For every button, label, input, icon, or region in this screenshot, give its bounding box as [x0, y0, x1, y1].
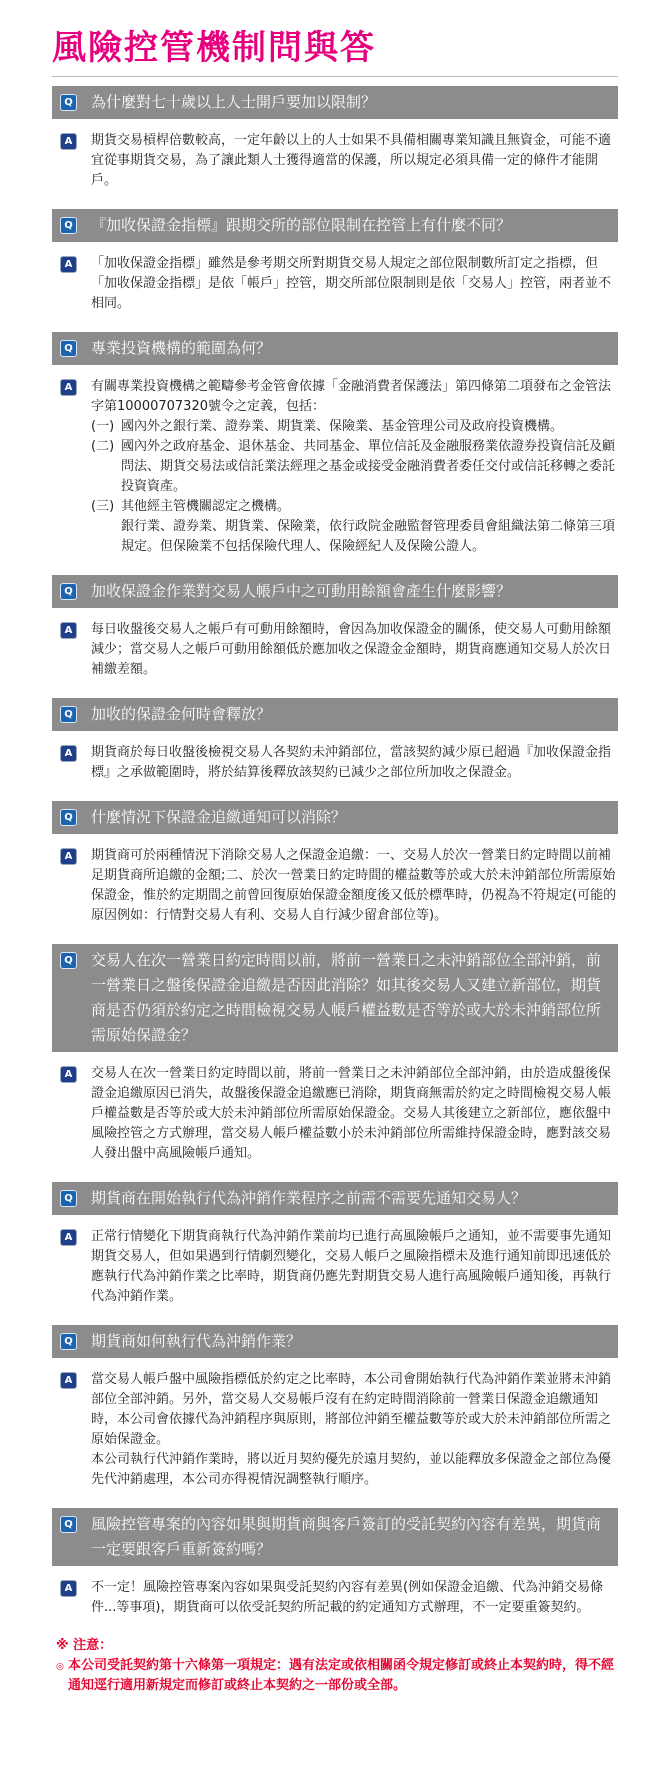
answer-row: [52, 1578, 618, 1618]
answer-body: [91, 377, 618, 557]
question-icon: Q: [60, 583, 77, 600]
question-icon: Q: [60, 217, 77, 234]
answer-icon: A: [60, 745, 77, 762]
page-title: 風險控管機制問與答: [52, 28, 376, 68]
answer-body: [91, 743, 618, 783]
question-text: 加收的保證金何時會釋放？: [91, 705, 272, 723]
question-text: 期貨商如何執行代為沖銷作業？: [91, 1332, 302, 1350]
answer-icon: A: [60, 1580, 77, 1597]
answer-list-item: [91, 437, 618, 497]
answer-row: [52, 1227, 618, 1307]
list-text: 其他經主管機關認定之機構。: [121, 499, 291, 514]
qa-item: [52, 1182, 618, 1307]
question-bar: [52, 801, 618, 834]
answer-list-item: [91, 517, 618, 557]
question-bar: [52, 698, 618, 731]
qa-item: [52, 332, 618, 557]
list-number: [91, 517, 121, 557]
question-icon: Q: [60, 952, 77, 969]
question-icon: Q: [60, 809, 77, 826]
qa-item: [52, 86, 618, 191]
title-divider: [52, 76, 618, 77]
answer-body: [91, 254, 618, 314]
answer-icon: A: [60, 1229, 77, 1246]
question-text: 風險控管專案的內容如果與期貨商與客戶簽訂的受託契約內容有差異，期貨商一定要跟客戶重新簽約嗎？: [91, 1515, 602, 1558]
question-text: 什麼情況下保證金追繳通知可以消除？: [91, 808, 347, 826]
list-number: (三): [91, 499, 115, 514]
notice-heading: ※ 注意：: [56, 1638, 113, 1653]
question-bar: [52, 1182, 618, 1215]
answer-body: [91, 1370, 618, 1490]
answer-body: [91, 1227, 618, 1307]
qa-item: [52, 801, 618, 926]
answer-paragraph: 期貨商可於兩種情況下消除交易人之保證金追繳：一、交易人於次一營業日約定時間以前補足期貨商所追繳的金額;二、於次一營業日約定時間的權益數等於或大於未沖銷部位所需原始保證金，惟於約定期間之前曾回復原始保證金額度後又低於標準時，仍視為不符規定(可能的原因例如：行情對交易人有利、交易人自行減少留倉部位等)。: [91, 848, 617, 923]
answer-icon: A: [60, 256, 77, 273]
question-icon: Q: [60, 340, 77, 357]
question-icon: Q: [60, 706, 77, 723]
question-text: 專業投資機構的範圍為何？: [91, 339, 272, 357]
answer-paragraph: 期貨商於每日收盤後檢視交易人各契約未沖銷部位，當該契約減少原已超過『加收保證金指標』之承做範圍時，將於結算後釋放該契約已減少之部位所加收之保證金。: [91, 745, 612, 780]
answer-paragraph: 正常行情變化下期貨商執行代為沖銷作業前均已進行高風險帳戶之通知，並不需要事先通知期貨交易人，但如果遇到行情劇烈變化，交易人帳戶之風險指標未及進行通知前即迅速低於應執行代為沖銷作業之比率時，期貨商仍應先對期貨交易人進行高風險帳戶通知後，再執行代為沖銷作業。: [91, 1229, 612, 1304]
question-icon: Q: [60, 1190, 77, 1207]
answer-icon: A: [60, 848, 77, 865]
question-bar: [52, 209, 618, 242]
answer-icon: A: [60, 1372, 77, 1389]
answer-row: [52, 620, 618, 680]
answer-body: [91, 846, 618, 926]
answer-icon: A: [60, 622, 77, 639]
list-number: (二): [91, 439, 115, 454]
answer-row: [52, 846, 618, 926]
answer-row: [52, 131, 618, 191]
answer-row: [52, 1370, 618, 1490]
answer-paragraph: 期貨交易槓桿倍數較高，一定年齡以上的人士如果不具備相關專業知識且無資金，可能不適宜從事期貨交易，為了讓此類人士獲得適當的保護，所以規定必須具備一定的條件才能開戶。: [91, 133, 612, 188]
question-text: 加收保證金作業對交易人帳戶中之可動用餘額會產生什麼影響？: [91, 582, 512, 600]
qa-item: [52, 209, 618, 314]
answer-paragraph: 當交易人帳戶盤中風險指標低於約定之比率時，本公司會開始執行代為沖銷作業並將未沖銷部位全部沖銷。另外，當交易人交易帳戶沒有在約定時間消除前一營業日保證金追繳通知時，本公司會依據代為沖銷程序與原則，將部位沖銷至權益數等於或大於未沖銷部位所需之原始保證金。: [91, 1372, 612, 1447]
answer-row: [52, 1064, 618, 1164]
answer-icon: A: [60, 133, 77, 150]
answer-body: [91, 1064, 618, 1164]
answer-body: [91, 620, 618, 680]
answer-body: [91, 1578, 618, 1618]
question-icon: Q: [60, 1333, 77, 1350]
question-bar: [52, 944, 618, 1052]
question-bar: [52, 1508, 618, 1566]
answer-list-item: [91, 417, 618, 437]
answer-paragraph: 本公司執行代沖銷作業時，將以近月契約優先於遠月契約，並以能釋放多保證金之部位為優先代沖銷處理，本公司亦得視情況調整執行順序。: [91, 1452, 612, 1487]
answer-paragraph: 不一定！風險控管專案內容如果與受託契約內容有差異(例如保證金追繳、代為沖銷交易條件...等事項)，期貨商可以依受託契約所記載的約定通知方式辦理，不一定要重簽契約。: [91, 1580, 604, 1615]
answer-icon: A: [60, 379, 77, 396]
answer-paragraph: 有關專業投資機構之範疇參考金管會依據「金融消費者保護法」第四條第二項發布之金管法字第10000707320號令之定義，包括：: [91, 379, 612, 414]
qa-item: [52, 1508, 618, 1618]
qa-item: [52, 575, 618, 680]
answer-row: [52, 254, 618, 314]
qa-item: [52, 698, 618, 783]
question-text: 『加收保證金指標』跟期交所的部位限制在控管上有什麼不同？: [91, 216, 512, 234]
list-text: 國內外之政府基金、退休基金、共同基金、單位信託及金融服務業依證券投資信託及顧問法、期貨交易法或信託業法經理之基金或接受金融消費者委任交付或信託移轉之委託投資資產。: [121, 439, 616, 494]
answer-icon: A: [60, 1066, 77, 1083]
notice-text: 本公司受託契約第十六條第一項規定：遇有法定或依相關函令規定修訂或終止本契約時，得不經通知逕行適用新規定而修訂或終止本契約之一部份或全部。: [68, 1658, 615, 1693]
qa-item: [52, 1325, 618, 1490]
answer-paragraph: 每日收盤後交易人之帳戶有可動用餘額時，會因為加收保證金的關係，使交易人可動用餘額減少；當交易人之帳戶可動用餘額低於應加收之保證金金額時，期貨商應通知交易人於次日補繳差額。: [91, 622, 612, 677]
answer-paragraph: 「加收保證金指標」雖然是參考期交所對期貨交易人規定之部位限制數所訂定之指標，但「加收保證金指標」是依「帳戶」控管，期交所部位限制則是依「交易人」控管，兩者並不相同。: [91, 256, 612, 311]
bullet-icon: ◎: [56, 1662, 64, 1672]
answer-row: [52, 743, 618, 783]
list-text: 國內外之銀行業、證券業、期貨業、保險業、基金管理公司及政府投資機構。: [121, 419, 564, 434]
list-text: 銀行業、證券業、期貨業、保險業，依行政院金融監督管理委員會組織法第二條第三項規定。但保險業不包括保險代理人、保險經紀人及保險公證人。: [121, 519, 616, 554]
notice-item: [56, 1656, 618, 1696]
answer-body: [91, 131, 618, 191]
question-text: 期貨商在開始執行代為沖銷作業程序之前需不需要先通知交易人？: [91, 1189, 527, 1207]
qa-list: [52, 86, 618, 1618]
qa-item: [52, 944, 618, 1164]
question-icon: Q: [60, 94, 77, 111]
question-bar: [52, 575, 618, 608]
question-bar: [52, 332, 618, 365]
question-text: 交易人在次一營業日約定時間以前，將前一營業日之未沖銷部位全部沖銷，前一營業日之盤後保證金追繳是否因此消除？如其後交易人又建立新部位，期貨商是否仍須於約定之時間檢視交易人帳戶權益數是否等於或大於未沖銷部位所需原始保證金？: [91, 951, 602, 1044]
notice-section: [52, 1636, 618, 1696]
question-text: 為什麼對七十歲以上人士開戶要加以限制？: [91, 93, 377, 111]
question-bar: [52, 86, 618, 119]
answer-list-item: [91, 497, 618, 517]
question-icon: Q: [60, 1516, 77, 1533]
answer-paragraph: 交易人在次一營業日約定時間以前，將前一營業日之未沖銷部位全部沖銷，由於造成盤後保證金追繳原因已消失，故盤後保證金追繳應已消除，期貨商無需於約定之時間檢視交易人帳戶權益數是否等於或大於未沖銷部位所需原始保證金。交易人其後建立之新部位，應依盤中風險控管之方式辦理，當交易人帳戶權益數小於未沖銷部位所需維持保證金時，應對該交易人發出盤中高風險帳戶通知。: [91, 1066, 612, 1161]
answer-row: [52, 377, 618, 557]
question-bar: [52, 1325, 618, 1358]
list-number: (一): [91, 419, 115, 434]
